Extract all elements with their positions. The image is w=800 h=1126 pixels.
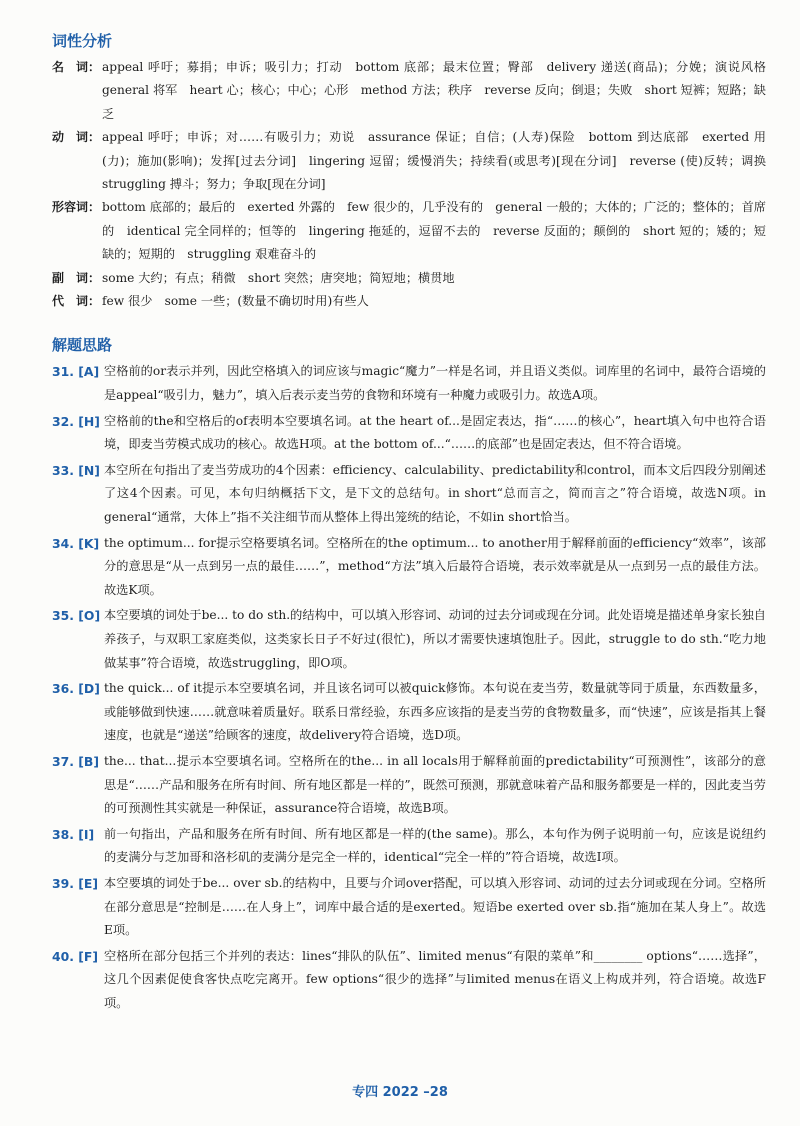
answer-explanation: the... that...提示本空要填名词。空格所在的the... in all locals用于解释前面的predictability“可预测性”，该部分的意思是“……产品和服务在所有时间、所有地区都是一样的”，既然可预测，那就意味着产品和服务都要是一样的，因此麦当劳的可预测性其实就是一种保证，assurance符合语境，故选B项。 — [104, 753, 766, 816]
pos-entry-adjective — [52, 196, 766, 266]
answer-explanation: 本空所在句指出了麦当劳成功的4个因素：efficiency、calculability、predictability和control，而本文后四段分别阐述了这4个因素。可见，本句归纳概括下文，是下文的总结句。in short“总而言之，简而言之”符合语境，故选N项。in general“通常，大体上”指不关注细节而从整体上得出笼统的结论，不如in short恰当。 — [104, 462, 766, 525]
answer-number: 37. [B] — [52, 753, 100, 769]
answer-number: 32. [H] — [52, 413, 100, 429]
answer-number: 38. [I] — [52, 826, 95, 842]
answer-item-39 — [52, 872, 766, 943]
pos-text: few 很少 some 一些；(数量不确切时用)有些人 — [102, 294, 369, 309]
answer-explanation: 本空要填的词处于be... over sb.的结构中，且要与介词over搭配，可以填入形容词、动词的过去分词或现在分词。空格所在部分意思是“控制是……在人身上”，词库中最合适的是exerted。短语be exerted over sb.指“施加在某人身上”。故选E项。 — [104, 875, 766, 938]
pos-label: 代 词： — [52, 294, 101, 309]
answer-explanation: the quick... of it提示本空要填名词，并且该名词可以被quick修饰。本句说在麦当劳，数量就等同于质量，东西数量多，或能够做到快速……就意味着质量好。联系日常经验，东西多应该指的是麦当劳的食物数量多，而“快速”，应该是指其上餐速度，也就是“递送”给顾客的速度，故delivery符合语境，选D项。 — [104, 681, 766, 743]
answer-item-32 — [52, 410, 766, 457]
answer-explanation: 空格前的the和空格后的of表明本空要填名词。at the heart of...是固定表达，指“……的核心”，heart填入句中也符合语境，即麦当劳模式成功的核心。故选H项。at the bottom of...“……的底部”也是固定表达，但不符合语境。 — [104, 413, 766, 452]
section-gap — [52, 313, 766, 334]
analysis-section-title: 解题思路 — [52, 336, 113, 355]
answer-number: 33. [N] — [52, 462, 100, 478]
answer-item-38 — [52, 823, 766, 870]
answer-number: 34. [K] — [52, 535, 100, 551]
pos-entry-adverb — [52, 267, 766, 290]
answer-number: 39. [E] — [52, 875, 99, 891]
pos-label: 名 词： — [52, 60, 101, 74]
answer-item-31 — [52, 360, 766, 407]
answer-item-33 — [52, 459, 766, 530]
answer-item-34 — [52, 532, 766, 603]
answer-item-36 — [52, 677, 766, 748]
pos-entry-noun — [52, 56, 779, 126]
pos-entry-pronoun — [52, 290, 766, 313]
answer-number: 40. [F] — [52, 948, 99, 964]
vocab-section-title: 词性分析 — [52, 32, 113, 50]
answer-item-35 — [52, 604, 766, 675]
pos-text: bottom 底部的；最后的 exerted 外露的 few 很少的，几乎没有的 general 一般的；大体的；广泛的；整体的；首席的 identical 完全同样的；恒等的 lingering 拖延的，逗留不去的 reverse 反面的；颠倒的 short 短的；矮的；短缺的；短期的 struggling 艰难奋斗的 — [102, 200, 766, 262]
page-footer: 专四 2022 –28 — [352, 1085, 448, 1100]
vocab-section — [52, 30, 779, 313]
pos-entry-verb — [52, 126, 779, 196]
answer-explanation: 空格所在部分包括三个并列的表达：lines“排队的队伍”、limited menus“有限的菜单”和________ options“……选择”，这几个因素促使食客快点吃完离开。few options“很少的选择”与limited menus在语义上构成并列，符合语境。故选F项。 — [104, 948, 766, 1010]
analysis-section — [52, 334, 766, 1015]
pos-text: appeal 呼吁；申诉；对……有吸引力；劝说 assurance 保证；自信；(人寿)保险 bottom 到达底部 exerted 用(力)；施加(影响)；发挥[过去分词] lingering 逗留；缓慢消失；持续看(或思考)[现在分词] reverse (使)反转；调换 struggling 搏斗；努力；争取[现在分词] — [102, 130, 779, 192]
pos-label: 形容词： — [52, 200, 101, 215]
answer-number: 35. [O] — [52, 608, 101, 624]
pos-label: 动 词： — [52, 130, 101, 145]
answer-explanation: the optimum... for提示空格要填名词。空格所在的the optimum... to another用于解释前面的efficiency“效率”，该部分的意思是“从一点到另一点的最佳……”，method“方法”填入后最符合语境，表示效率就是从一点到另一点的最佳方法。故选K项。 — [104, 535, 766, 597]
pos-text: appeal 呼吁；募捐；申诉；吸引力；打动 bottom 底部；最末位置；臀部 delivery 递送(商品)；分娩；演说风格 general 将军 heart 心；核心；中心；心形 method 方法；秩序 reverse 反向；倒退；失败 short 短裤；短路；缺乏 — [102, 60, 779, 121]
answer-number: 36. [D] — [52, 681, 100, 697]
answer-number: 31. [A] — [52, 364, 100, 380]
answer-explanation: 本空要填的词处于be... to do sth.的结构中，可以填入形容词、动词的过去分词或现在分词。此处语境是描述单身家长独自养孩子，与双职工家庭类似，这类家长日子不好过(很忙)，所以才需要快速填饱肚子。因此，struggle to do sth.“吃力地做某事”符合语境，故选struggling，即O项。 — [104, 608, 766, 670]
pos-label: 副 词： — [52, 270, 101, 285]
pos-text: some 大约；有点；稍微 short 突然；唐突地；简短地；横贯地 — [102, 270, 455, 285]
answer-item-40 — [52, 945, 766, 1016]
answer-explanation: 空格前的or表示并列，因此空格填入的词应该与magic“魔力”一样是名词，并且语义类似。词库里的名词中，最符合语境的是appeal“吸引力，魅力”，填入后表示麦当劳的食物和环境有一种魔力或吸引力。故选A项。 — [104, 364, 766, 403]
answer-item-37 — [52, 750, 766, 821]
answer-explanation: 前一句指出，产品和服务在所有时间、所有地区都是一样的(the same)。那么，本句作为例子说明前一句，应该是说纽约的麦满分与芝加哥和洛杉矶的麦满分是完全一样的，identical“完全一样的”符合语境，故选I项。 — [104, 826, 766, 865]
